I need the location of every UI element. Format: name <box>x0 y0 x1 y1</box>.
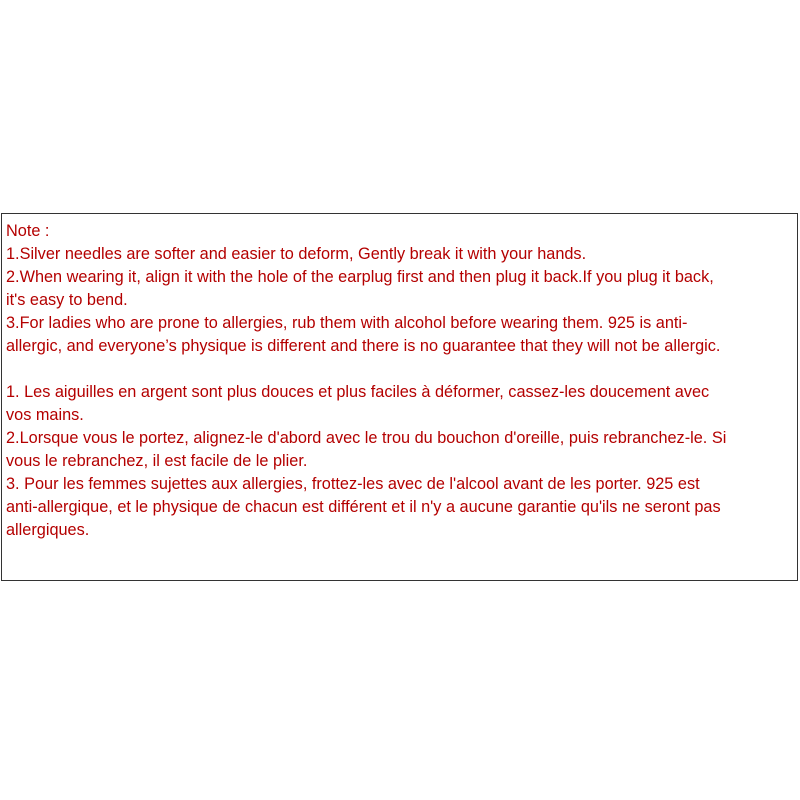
note-heading: Note : <box>6 222 50 240</box>
note-box <box>1 213 798 581</box>
english-note-line: 3.For ladies who are prone to allergies, rub them with alcohol before wearing them. 925 is anti- <box>6 314 688 332</box>
french-note-line: vous le rebranchez, il est facile de le plier. <box>6 452 308 470</box>
french-note-line: 2.Lorsque vous le portez, alignez-le d'abord avec le trou du bouchon d'oreille, puis rebranchez-le. Si <box>6 429 727 447</box>
french-note-line: vos mains. <box>6 406 84 424</box>
note-text <box>6 220 791 542</box>
paragraph-gap <box>6 358 791 381</box>
french-note-line: 1. Les aiguilles en argent sont plus douces et plus faciles à déformer, cassez-les doucement avec <box>6 383 710 401</box>
english-note-line: 2.When wearing it, align it with the hole of the earplug first and then plug it back.If you plug it back, <box>6 268 714 286</box>
french-note-line: anti-allergique, et le physique de chacun est différent et il n'y a aucune garantie qu'ils ne seront pas <box>6 498 721 516</box>
english-note-line: it's easy to bend. <box>6 291 128 309</box>
french-note-line: allergiques. <box>6 521 90 539</box>
french-note-line: 3. Pour les femmes sujettes aux allergies, frottez-les avec de l'alcool avant de les porter. 925 est <box>6 475 700 493</box>
english-note-line: 1.Silver needles are softer and easier to deform, Gently break it with your hands. <box>6 245 587 263</box>
english-note-line: allergic, and everyone’s physique is different and there is no guarantee that they will not be allergic. <box>6 337 721 355</box>
